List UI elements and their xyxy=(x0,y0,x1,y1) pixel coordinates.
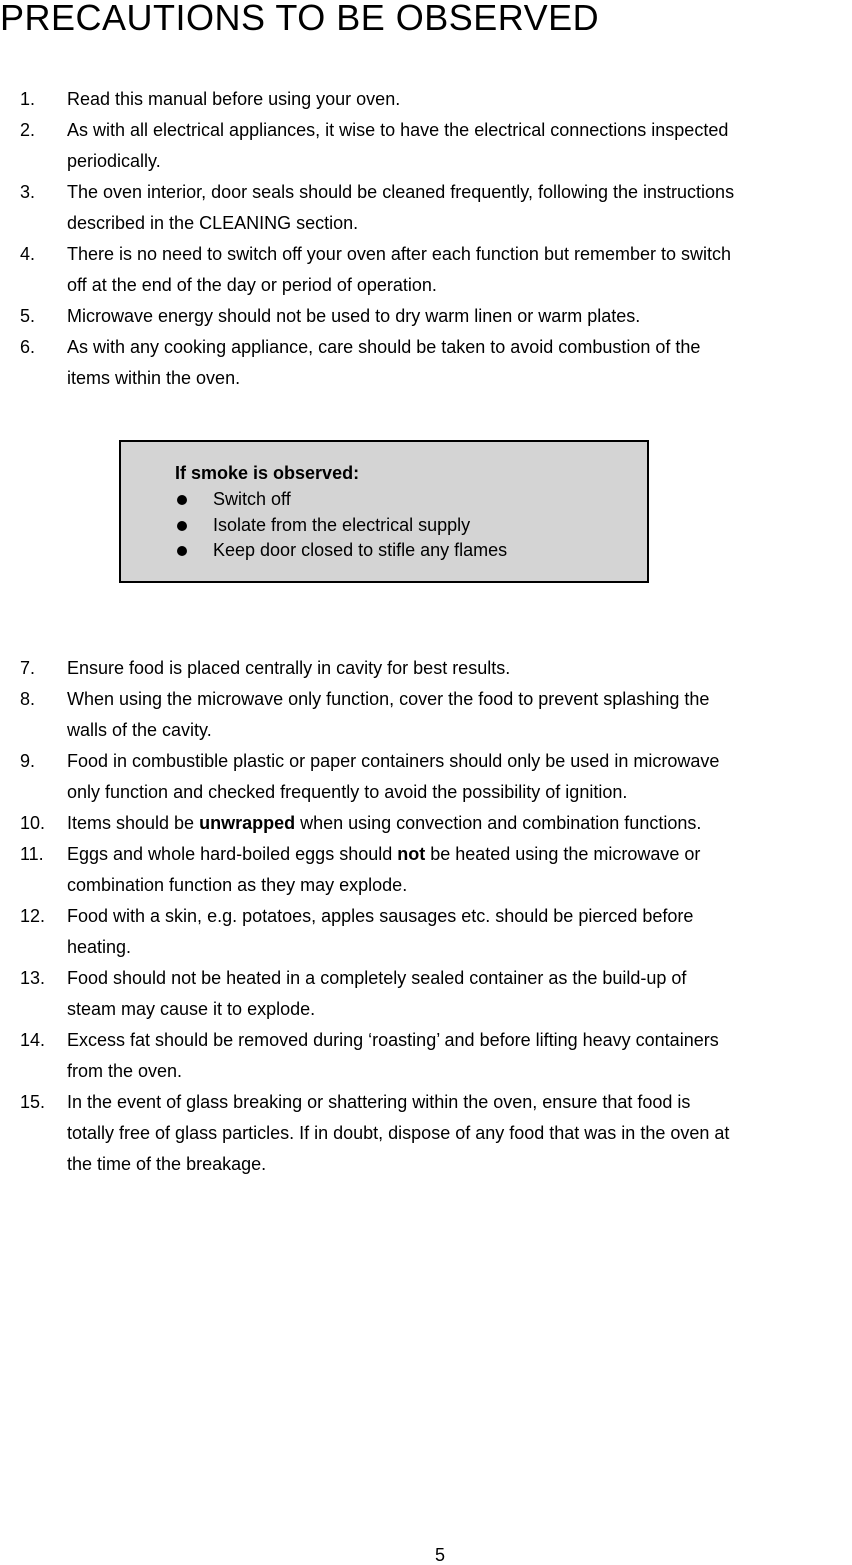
item-line: The oven interior, door seals should be cleaned frequently, following the instructions xyxy=(67,182,735,202)
item-line: off at the end of the day or period of operation. xyxy=(67,275,437,295)
item-number: 7. xyxy=(20,658,36,678)
item-line: Read this manual before using your oven. xyxy=(67,89,401,109)
item-line: steam may cause it to explode. xyxy=(67,999,316,1019)
list-item xyxy=(0,839,852,901)
item-number: 15. xyxy=(20,1092,46,1112)
item-number: 10. xyxy=(20,813,46,833)
item-number: 11. xyxy=(20,844,44,864)
emphasis-text: not xyxy=(397,844,426,864)
item-line: described in the CLEANING section. xyxy=(67,213,359,233)
item-number: 6. xyxy=(20,337,36,357)
item-line xyxy=(67,839,852,870)
list-item xyxy=(0,684,852,746)
item-line: Food should not be heated in a completely sealed container as the build-up of xyxy=(67,968,687,988)
list-item xyxy=(0,332,852,394)
item-text: be heated using the microwave or xyxy=(425,844,701,864)
list-item xyxy=(0,84,852,115)
item-line: periodically. xyxy=(67,151,161,171)
smoke-warning-item xyxy=(175,487,507,513)
item-number: 8. xyxy=(20,689,36,709)
item-line: totally free of glass particles. If in doubt, dispose of any food that was in the oven at xyxy=(67,1123,730,1143)
smoke-warning-item-text: Switch off xyxy=(213,489,291,509)
list-item xyxy=(0,653,852,684)
item-line: heating. xyxy=(67,937,132,957)
page-title: PRECAUTIONS TO BE OBSERVED xyxy=(0,0,600,38)
item-number: 2. xyxy=(20,120,36,140)
item-line: As with all electrical appliances, it wise to have the electrical connections inspected xyxy=(67,120,729,140)
bullet-icon xyxy=(177,546,187,556)
precautions-list-bottom xyxy=(0,653,852,1180)
precautions-list-top xyxy=(0,84,852,394)
item-line: Food with a skin, e.g. potatoes, apples sausages etc. should be pierced before xyxy=(67,906,694,926)
smoke-warning-list xyxy=(175,487,507,564)
smoke-warning-item xyxy=(175,513,507,539)
bullet-icon xyxy=(177,521,187,531)
item-number: 13. xyxy=(20,968,46,988)
item-number: 12. xyxy=(20,906,46,926)
smoke-warning-item xyxy=(175,538,507,564)
item-number: 5. xyxy=(20,306,36,326)
list-item xyxy=(0,301,852,332)
list-item xyxy=(0,239,852,301)
item-line: walls of the cavity. xyxy=(67,720,212,740)
item-number: 1. xyxy=(20,89,36,109)
item-number: 14. xyxy=(20,1030,46,1050)
item-line: As with any cooking appliance, care should be taken to avoid combustion of the xyxy=(67,337,701,357)
item-text: Eggs and whole hard-boiled eggs should xyxy=(67,844,398,864)
item-line: combination function as they may explode. xyxy=(67,875,408,895)
item-line: the time of the breakage. xyxy=(67,1154,267,1174)
item-line: When using the microwave only function, cover the food to prevent splashing the xyxy=(67,689,710,709)
item-line: There is no need to switch off your oven after each function but remember to switch xyxy=(67,244,732,264)
bullet-icon xyxy=(177,495,187,505)
list-item xyxy=(0,177,852,239)
item-line xyxy=(67,808,852,839)
item-line: Microwave energy should not be used to dry warm linen or warm plates. xyxy=(67,306,641,326)
item-line: from the oven. xyxy=(67,1061,183,1081)
list-item xyxy=(0,115,852,177)
smoke-warning-item-text: Keep door closed to stifle any flames xyxy=(213,540,508,560)
emphasis-text: unwrapped xyxy=(199,813,296,833)
list-item xyxy=(0,901,852,963)
item-number: 4. xyxy=(20,244,36,264)
list-item xyxy=(0,963,852,1025)
list-item xyxy=(0,746,852,808)
page-number: 5 xyxy=(434,1545,445,1565)
item-line: Excess fat should be removed during ‘roasting’ and before lifting heavy containers xyxy=(67,1030,719,1050)
list-item xyxy=(0,1025,852,1087)
item-line: only function and checked frequently to avoid the possibility of ignition. xyxy=(67,782,628,802)
smoke-warning-heading: If smoke is observed: xyxy=(175,463,360,483)
item-text: Items should be xyxy=(67,813,200,833)
smoke-warning-item-text: Isolate from the electrical supply xyxy=(213,514,471,535)
item-line: Food in combustible plastic or paper containers should only be used in microwave xyxy=(67,751,720,771)
item-text: when using convection and combination functions. xyxy=(295,813,702,833)
item-line: Ensure food is placed centrally in cavity for best results. xyxy=(67,658,511,678)
item-number: 9. xyxy=(20,751,36,771)
list-item xyxy=(0,1087,852,1180)
item-line: In the event of glass breaking or shattering within the oven, ensure that food is xyxy=(67,1092,691,1112)
smoke-warning-box xyxy=(119,440,649,583)
item-line: items within the oven. xyxy=(67,368,241,388)
item-number: 3. xyxy=(20,182,36,202)
list-item xyxy=(0,808,852,839)
